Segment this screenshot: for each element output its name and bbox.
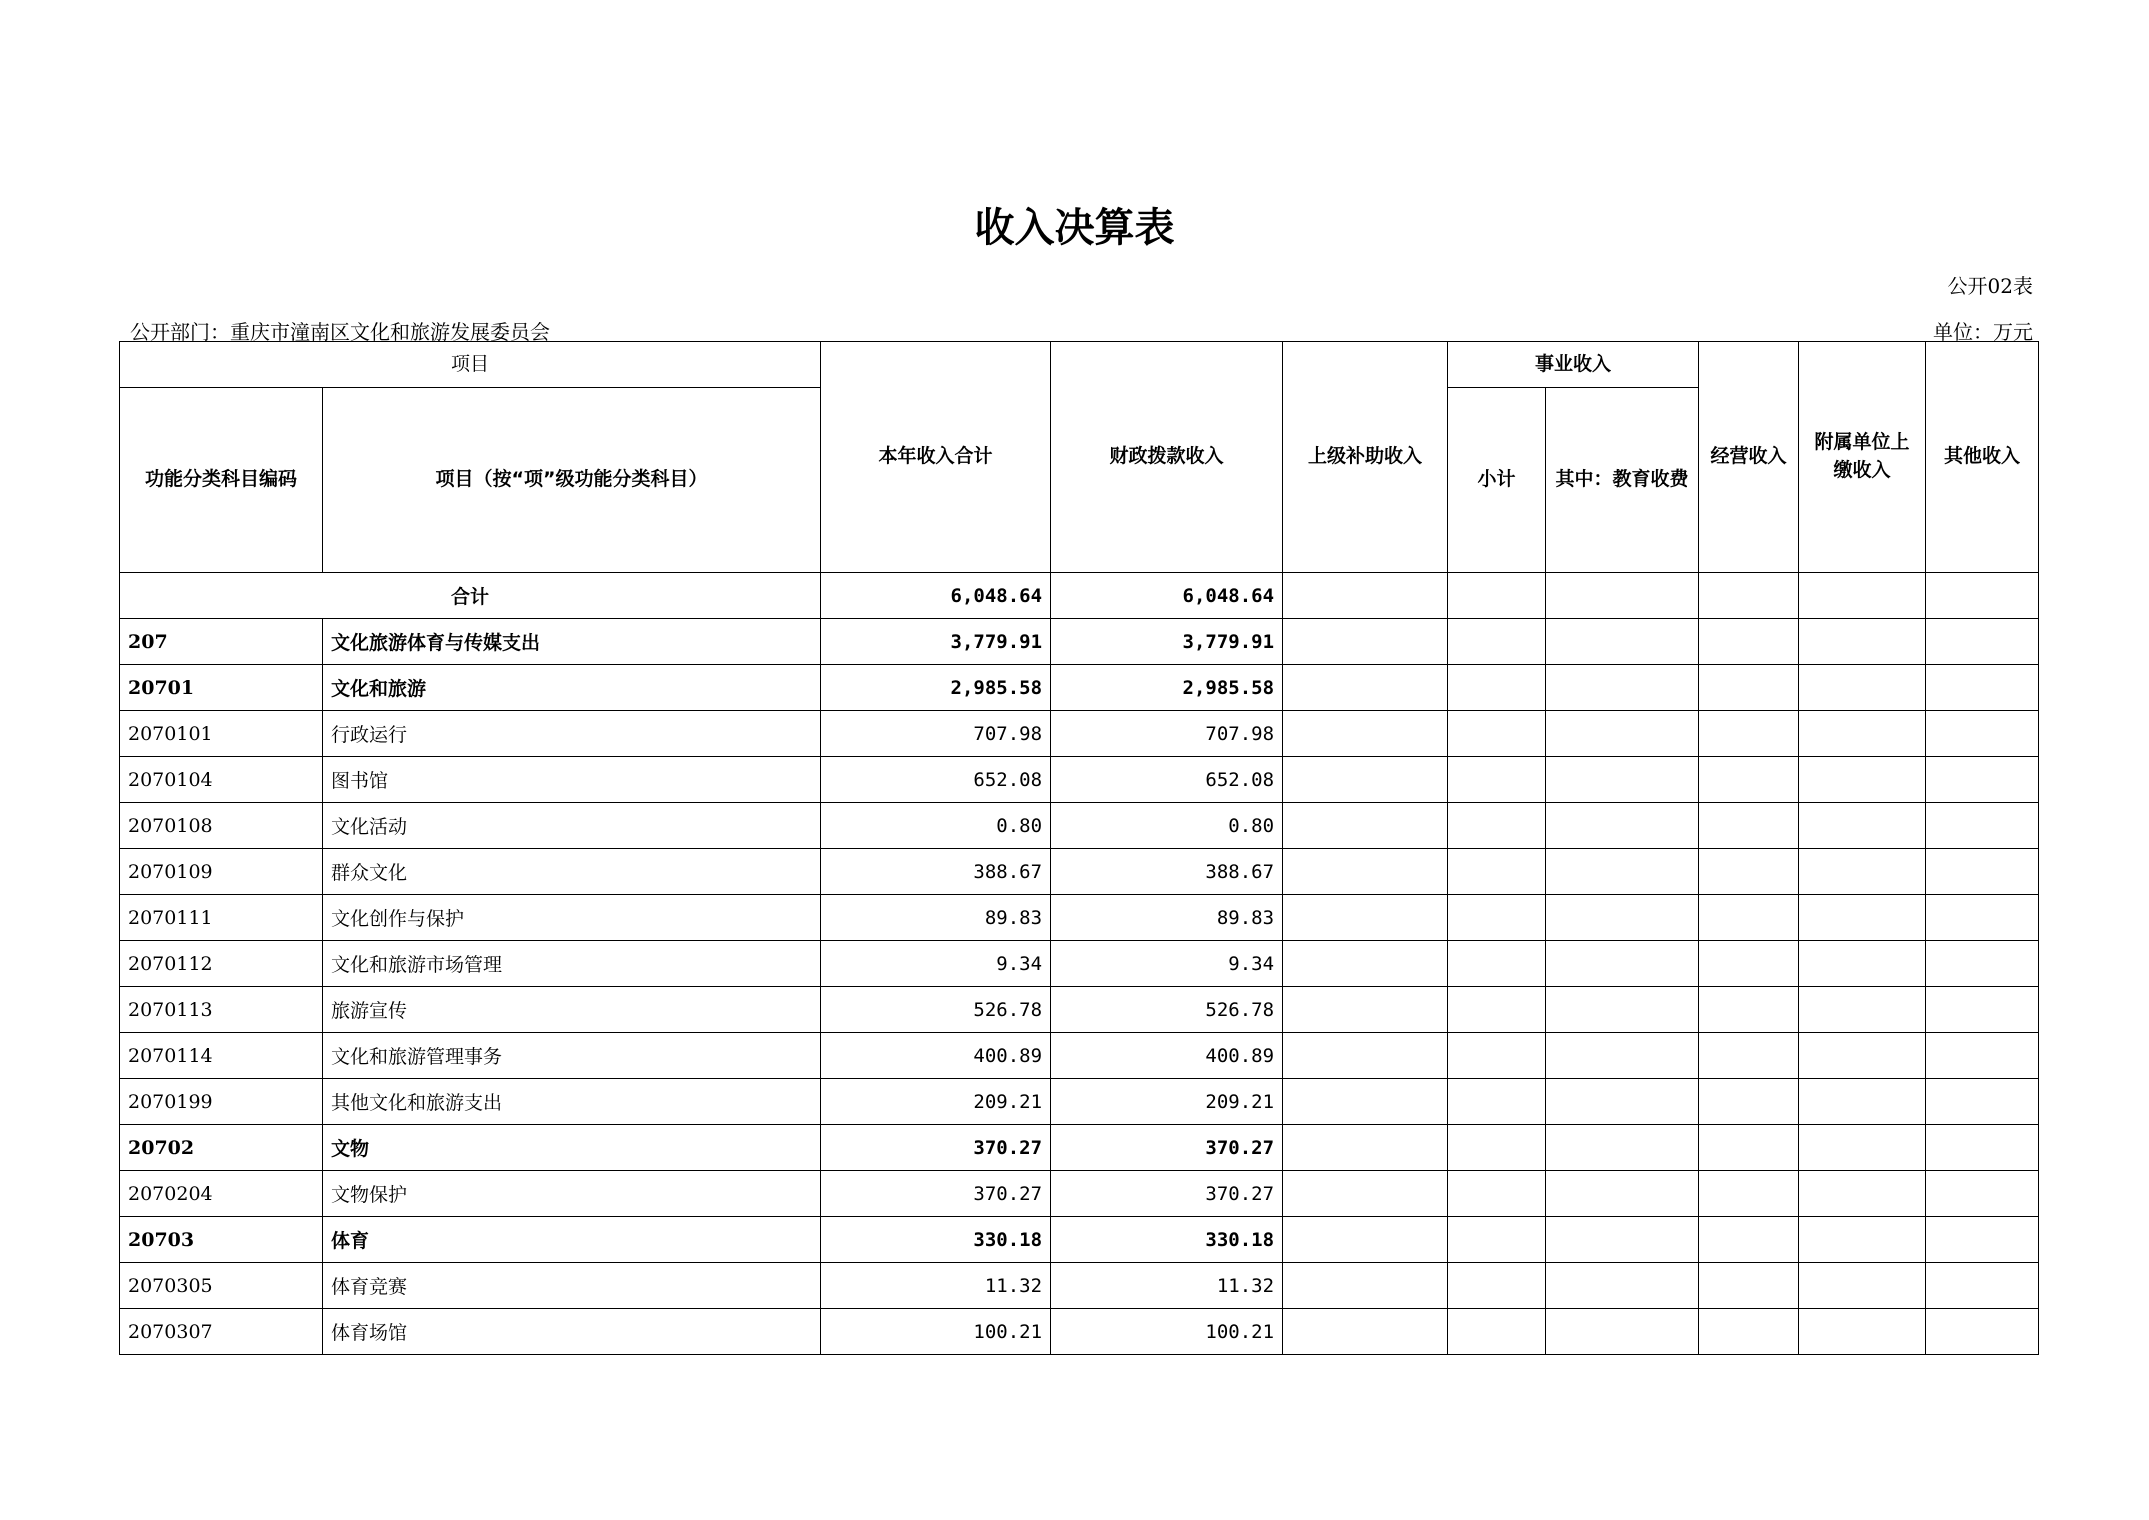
row-fiscal: 400.89 [1051,1033,1283,1079]
empty-cell [1699,895,1799,941]
empty-cell [1546,987,1699,1033]
empty-cell [1283,1263,1448,1309]
empty-cell [1546,941,1699,987]
empty-cell [1448,711,1546,757]
row-total-income: 330.18 [821,1217,1051,1263]
empty-cell [1546,1263,1699,1309]
empty-cell [1448,1033,1546,1079]
empty-cell [1546,849,1699,895]
empty-cell [1799,619,1926,665]
empty-cell [1926,941,2039,987]
empty-cell [1799,1263,1926,1309]
row-code: 2070104 [120,757,323,803]
empty-cell [1448,757,1546,803]
empty-cell [1926,665,2039,711]
empty-cell [1283,665,1448,711]
empty-cell [1699,1217,1799,1263]
row-name: 体育竞赛 [323,1263,821,1309]
empty-cell [1799,665,1926,711]
total-label: 合计 [120,573,821,619]
empty-cell [1448,1125,1546,1171]
row-fiscal: 3,779.91 [1051,619,1283,665]
empty-cell [1283,1033,1448,1079]
row-fiscal: 0.80 [1051,803,1283,849]
empty-cell [1283,895,1448,941]
table-row [120,1079,2039,1125]
header-education-fee: 其中：教育收费 [1546,388,1699,573]
table-row [120,849,2039,895]
empty-cell [1926,711,2039,757]
row-code: 2070112 [120,941,323,987]
empty-cell [1546,757,1699,803]
unit-label: 单位：万元 [1933,320,2033,344]
empty-cell [1699,1309,1799,1355]
table-row [120,711,2039,757]
empty-cell [1283,573,1448,619]
empty-cell [1699,1079,1799,1125]
row-total-income: 652.08 [821,757,1051,803]
row-total-income: 3,779.91 [821,619,1051,665]
empty-cell [1799,711,1926,757]
table-row [120,1033,2039,1079]
row-code: 2070101 [120,711,323,757]
empty-cell [1699,573,1799,619]
empty-cell [1283,849,1448,895]
empty-cell [1448,1217,1546,1263]
row-total-income: 400.89 [821,1033,1051,1079]
total-fiscal-value: 6,048.64 [1051,573,1283,619]
row-total-income: 707.98 [821,711,1051,757]
empty-cell [1283,1309,1448,1355]
row-fiscal: 388.67 [1051,849,1283,895]
empty-cell [1926,849,2039,895]
total-income-value: 6,048.64 [821,573,1051,619]
header-business-group: 事业收入 [1448,342,1699,388]
empty-cell [1926,1171,2039,1217]
empty-cell [1699,987,1799,1033]
row-name: 文物 [323,1125,821,1171]
empty-cell [1926,895,2039,941]
empty-cell [1926,1125,2039,1171]
empty-cell [1926,1263,2039,1309]
empty-cell [1699,803,1799,849]
row-total-income: 11.32 [821,1263,1051,1309]
row-name: 其他文化和旅游支出 [323,1079,821,1125]
empty-cell [1799,573,1926,619]
row-name: 文化和旅游管理事务 [323,1033,821,1079]
empty-cell [1546,619,1699,665]
row-name: 行政运行 [323,711,821,757]
table-row [120,1125,2039,1171]
department-label: 公开部门：重庆市潼南区文化和旅游发展委员会 [130,320,550,344]
row-name: 群众文化 [323,849,821,895]
empty-cell [1799,987,1926,1033]
empty-cell [1799,803,1926,849]
empty-cell [1283,987,1448,1033]
table-row [120,1263,2039,1309]
row-total-income: 2,985.58 [821,665,1051,711]
row-code: 2070111 [120,895,323,941]
empty-cell [1448,665,1546,711]
row-code: 2070113 [120,987,323,1033]
empty-cell [1799,849,1926,895]
empty-cell [1283,1125,1448,1171]
row-code: 20702 [120,1125,323,1171]
row-name: 文物保护 [323,1171,821,1217]
empty-cell [1799,757,1926,803]
empty-cell [1799,1309,1926,1355]
table-row [120,1171,2039,1217]
table-row [120,665,2039,711]
empty-cell [1799,1217,1926,1263]
empty-cell [1448,1079,1546,1125]
row-fiscal: 100.21 [1051,1309,1283,1355]
row-code: 2070307 [120,1309,323,1355]
empty-cell [1699,711,1799,757]
row-fiscal: 11.32 [1051,1263,1283,1309]
row-fiscal: 89.83 [1051,895,1283,941]
empty-cell [1926,1033,2039,1079]
row-fiscal: 370.27 [1051,1171,1283,1217]
row-total-income: 370.27 [821,1171,1051,1217]
empty-cell [1448,987,1546,1033]
empty-cell [1283,757,1448,803]
row-code: 2070305 [120,1263,323,1309]
empty-cell [1699,665,1799,711]
empty-cell [1699,941,1799,987]
empty-cell [1926,987,2039,1033]
row-fiscal: 330.18 [1051,1217,1283,1263]
empty-cell [1546,1217,1699,1263]
empty-cell [1926,1079,2039,1125]
row-fiscal: 2,985.58 [1051,665,1283,711]
empty-cell [1448,803,1546,849]
empty-cell [1546,1033,1699,1079]
empty-cell [1448,1171,1546,1217]
row-fiscal: 652.08 [1051,757,1283,803]
row-code: 2070204 [120,1171,323,1217]
empty-cell [1926,757,2039,803]
header-operating: 经营收入 [1699,342,1799,573]
empty-cell [1699,619,1799,665]
table-row [120,619,2039,665]
empty-cell [1799,1079,1926,1125]
row-code: 2070199 [120,1079,323,1125]
row-name: 文化活动 [323,803,821,849]
row-name: 体育场馆 [323,1309,821,1355]
empty-cell [1546,1079,1699,1125]
row-name: 文化和旅游 [323,665,821,711]
row-name: 文化旅游体育与传媒支出 [323,619,821,665]
income-table [119,341,2039,1355]
header-fiscal: 财政拨款收入 [1051,342,1283,573]
row-total-income: 89.83 [821,895,1051,941]
header-other: 其他收入 [1926,342,2039,573]
row-fiscal: 9.34 [1051,941,1283,987]
empty-cell [1799,895,1926,941]
row-code: 2070108 [120,803,323,849]
empty-cell [1699,1263,1799,1309]
empty-cell [1699,849,1799,895]
header-affiliated: 附属单位上缴收入 [1799,342,1926,573]
table-row [120,895,2039,941]
empty-cell [1546,665,1699,711]
form-number: 公开02表 [1947,274,2033,298]
row-total-income: 9.34 [821,941,1051,987]
row-code: 20703 [120,1217,323,1263]
row-fiscal: 707.98 [1051,711,1283,757]
table-row [120,757,2039,803]
empty-cell [1283,1079,1448,1125]
empty-cell [1448,1263,1546,1309]
row-total-income: 209.21 [821,1079,1051,1125]
empty-cell [1546,895,1699,941]
empty-cell [1699,757,1799,803]
row-total-income: 526.78 [821,987,1051,1033]
table-row [120,803,2039,849]
header-subtotal: 小计 [1448,388,1546,573]
empty-cell [1926,1309,2039,1355]
row-name: 旅游宣传 [323,987,821,1033]
table-row [120,1217,2039,1263]
row-total-income: 0.80 [821,803,1051,849]
empty-cell [1283,1217,1448,1263]
empty-cell [1448,941,1546,987]
empty-cell [1546,1171,1699,1217]
empty-cell [1926,573,2039,619]
empty-cell [1283,941,1448,987]
empty-cell [1699,1171,1799,1217]
table-row [120,941,2039,987]
empty-cell [1546,1309,1699,1355]
row-code: 2070114 [120,1033,323,1079]
table-row [120,1309,2039,1355]
empty-cell [1926,619,2039,665]
empty-cell [1926,1217,2039,1263]
row-total-income: 100.21 [821,1309,1051,1355]
empty-cell [1799,941,1926,987]
empty-cell [1799,1033,1926,1079]
empty-cell [1283,1171,1448,1217]
header-superior-subsidy: 上级补助收入 [1283,342,1448,573]
row-total-income: 388.67 [821,849,1051,895]
empty-cell [1799,1125,1926,1171]
header-code: 功能分类科目编码 [120,388,323,573]
page-title: 收入决算表 [974,205,1175,251]
row-code: 2070109 [120,849,323,895]
header-project-group: 项目 [120,342,821,388]
empty-cell [1546,573,1699,619]
empty-cell [1283,619,1448,665]
row-name: 图书馆 [323,757,821,803]
row-code: 207 [120,619,323,665]
empty-cell [1283,803,1448,849]
row-total-income: 370.27 [821,1125,1051,1171]
empty-cell [1926,803,2039,849]
empty-cell [1448,619,1546,665]
empty-cell [1448,895,1546,941]
empty-cell [1448,1309,1546,1355]
empty-cell [1799,1171,1926,1217]
total-row [120,573,2039,619]
row-name: 体育 [323,1217,821,1263]
empty-cell [1699,1125,1799,1171]
empty-cell [1546,1125,1699,1171]
row-code: 20701 [120,665,323,711]
header-project-name: 项目（按“项”级功能分类科目） [323,388,821,573]
empty-cell [1546,711,1699,757]
row-fiscal: 209.21 [1051,1079,1283,1125]
row-name: 文化创作与保护 [323,895,821,941]
row-fiscal: 370.27 [1051,1125,1283,1171]
empty-cell [1546,803,1699,849]
header-total-income: 本年收入合计 [821,342,1051,573]
row-name: 文化和旅游市场管理 [323,941,821,987]
table-row [120,987,2039,1033]
empty-cell [1699,1033,1799,1079]
row-fiscal: 526.78 [1051,987,1283,1033]
empty-cell [1448,573,1546,619]
empty-cell [1448,849,1546,895]
empty-cell [1283,711,1448,757]
